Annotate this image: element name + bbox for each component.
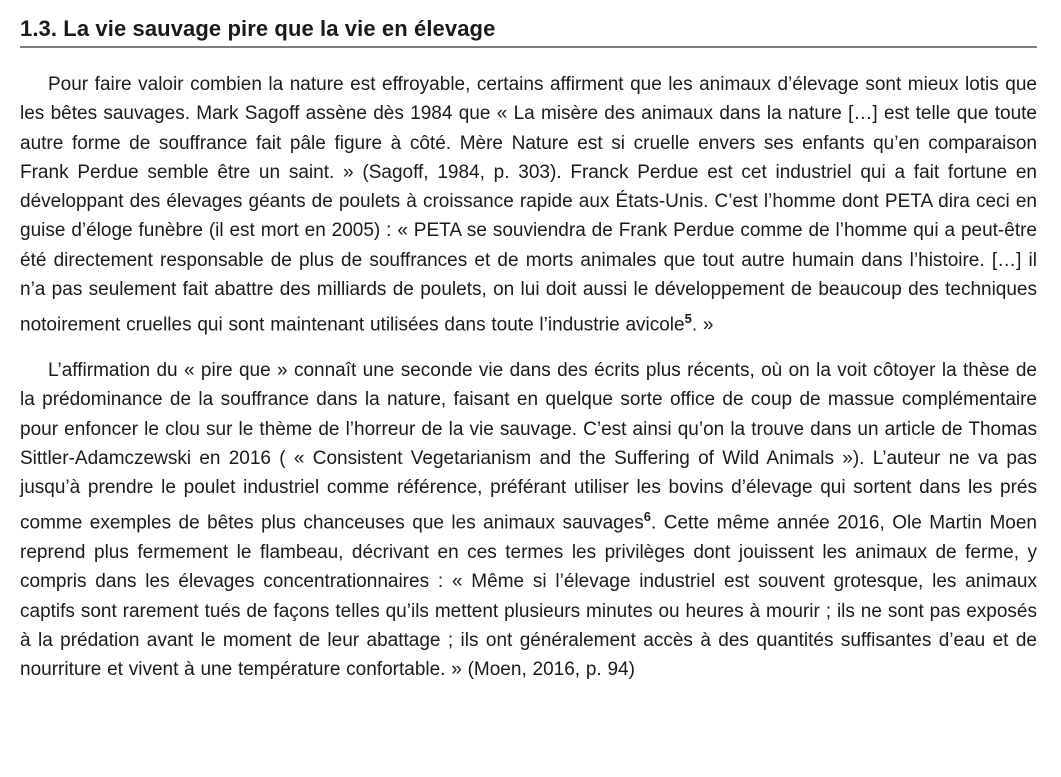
footnote-ref-5: 5 [684,311,692,327]
paragraph: L’affirmation du « pire que » connaît une seconde vie dans des écrits plus récents, où on la voit côtoyer la thèse de la prédominance de la souffrance dans la nature, faisant en quelque sorte office de coup de massue complémentaire pour enfoncer le clou sur le thème de l’horreur de la vie sauvage. C’est ainsi qu’on la trouve dans un article de Thomas Sittler-Adamczewski en 2016 ( « Consistent Vegetarianism and the Suffering of Wild Animals »). L’auteur ne va pas jusqu’à prendre le poulet industriel comme référence, préférant utiliser les bovins d’élevage qui sortent dans les prés comme exemples de bêtes plus chanceuses que les animaux sauvages$^6$. Cette même année 2016, Ole Martin Moen reprend plus fermement le flambeau, décrivant en ces termes les privilèges dont jouissent les animaux de ferme, y compris dans les élevages concentrationnaires : « Même si l’élevage industriel est souvent grotesque, les animaux captifs sont rarement tués de façons telles qu’ils mettent plusieurs minutes ou heures à mourir ; ils ne sont pas exposés à la prédation avant le moment de leur abattage ; ils ont généralement accès à des quantités suffisantes d’eau et de nourriture et vivent à une température confortable. » (Moen, 2016, p. 94) [20,360,1037,681]
footnote-ref-6: 6 [643,509,652,525]
section-heading: 1.3. La vie sauvage pire que la vie en élevage [20,15,1037,48]
section-body [20,48,1037,685]
paragraph: Pour faire valoir combien la nature est effroyable, certains affirment que les animaux d’élevage sont mieux lotis que les bêtes sauvages. Mark Sagoff assène dès 1984 que « La misère des animaux dans la nature […] est telle que toute autre forme de souffrance fait pâle figure à côté. Mère Nature est si cruelle envers ses enfants qu’en comparaison Frank Perdue semble être un saint. » (Sagoff, 1984, p. 303). Franck Perdue est cet industriel qui a fait fortune en développant des élevages géants de poulets à croissance rapide aux États-Unis. C’est l’homme dont PETA dira ceci en guise d’éloge funèbre (il est mort en 2005) : « PETA se souviendra de Frank Perdue comme de l’homme qui a peut-être été directement responsable de plus de souffrances et de morts animales que tout autre humain dans l’histoire. […] il n’a pas seulement fait abattre des milliards de poulets, on lui doit aussi le développement de beaucoup des techniques notoirement cruelles qui sont maintenant utilisées dans toute l’industrie avicole$^5$. » [20,74,1037,336]
